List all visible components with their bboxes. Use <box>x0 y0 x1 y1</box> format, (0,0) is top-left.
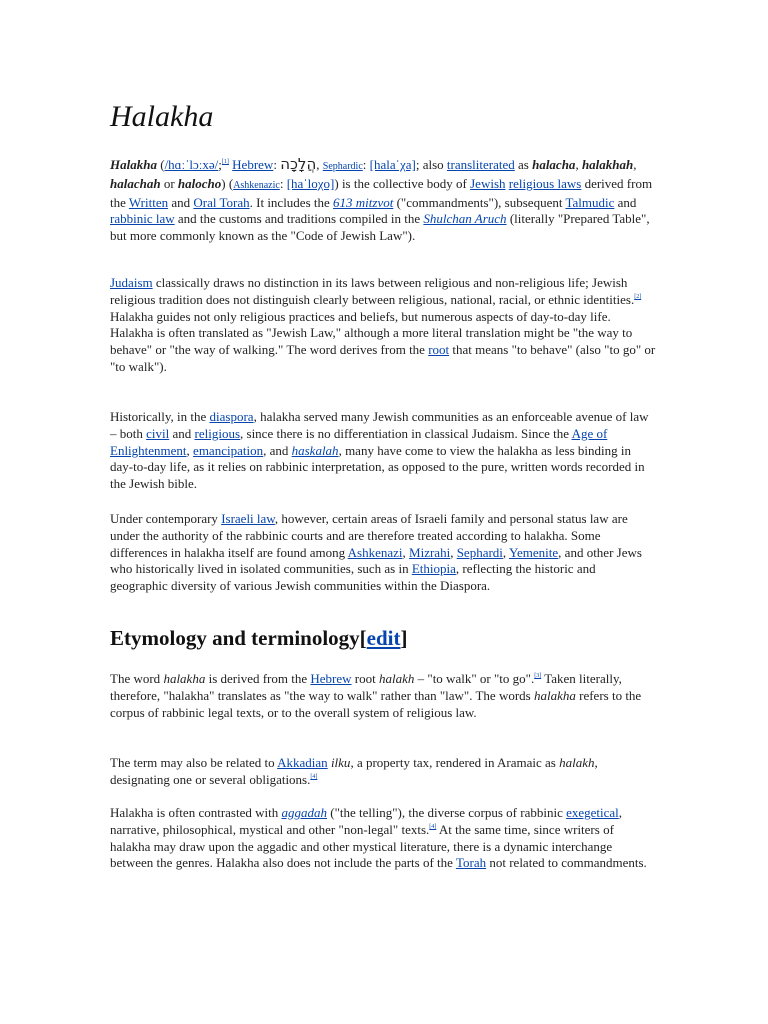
sephardic-ipa-link[interactable]: [halaˈχa] <box>369 157 416 172</box>
ethiopia-link[interactable]: Ethiopia <box>411 561 456 577</box>
paragraph-israeli-law: Under contemporary Israeli law, however, certain areas of Israeli family and personal status law are under the authority of the rabbinic courts and are therefore treated according to halakha. Some differences in halakha itself are found among Ashkenazi, Mizrahi, Sephardi, Yemenite, and other Jews who historically lived in isolated communities, such as in Ethiopia, reflecting the historic and geographic diversity of various Jewish communities within the Diaspora. <box>110 511 642 594</box>
paragraph-history: Historically, in the diaspora, halakha served many Jewish communities as an enforceable avenue of law – both civil and religious, since there is no differentiation in classical Judaism. Since the Age of Enlightenment, emancipation, and haskalah, many have come to view the halakha as less binding in day-to-day life, as it relies on rabbinic interpretation, as opposed to the pure, written words recorded in the Jewish bible. <box>110 409 649 492</box>
israeli-law-link[interactable]: Israeli law <box>221 511 275 526</box>
section-heading-etymology: Etymology and terminology[edit] <box>110 626 408 650</box>
diaspora-link[interactable]: diaspora <box>209 409 254 424</box>
paragraph-etymology: The word halakha is derived from the Hebrew root halakh – "to walk" or "to go".[3] Taken literally, therefore, "halakha" translates as "the way to walk" rather than "law". The words halakha refers to the corpus of rabbinic legal texts, or to the overall system of religious law. <box>110 671 642 720</box>
paragraph-akkadian: The term may also be related to Akkadian ilku, a property tax, rendered in Aramaic as halakh, designating one or several obligations.[4] <box>110 755 598 787</box>
judaism-link[interactable]: Judaism <box>110 275 153 290</box>
ref-1[interactable]: [1] <box>221 159 229 165</box>
talmudic-link[interactable]: Talmudic <box>565 194 615 210</box>
shulchan-aruch-link[interactable]: Shulchan Aruch <box>423 211 507 227</box>
paragraph-judaism: Judaism classically draws no distinction in its laws between religious and non-religious life; Jewish religious tradition does not distinguish clearly between religious, national, racial, or ethnic identities.[2] Halakha guides not only religious practices and beliefs, but numerous aspects of day-to-day life. Halakha is often translated as "Jewish Law," although a more literal translation might be "the way to behave" or "the way of walking." The word derives from the root that means "to behave" (also "to go" or "to walk"). <box>110 275 656 374</box>
enlightenment-link[interactable]: Age of Enlightenment <box>110 425 608 458</box>
written-link[interactable]: Written <box>128 194 169 210</box>
mizrahi-link[interactable]: Mizrahi <box>409 544 451 560</box>
ref-3[interactable]: [3] <box>534 673 542 679</box>
ashkenazic-link[interactable]: Ashkenazic <box>233 179 280 191</box>
akkadian-link[interactable]: Akkadian <box>277 755 328 770</box>
hebrew-script: הֲלָכָה <box>280 155 317 173</box>
ref-4b[interactable]: [4] <box>429 823 437 830</box>
paragraph-aggadah: Halakha is often contrasted with aggadah ("the telling"), the diverse corpus of rabbinic exegetical, narrative, philosophical, mystical and other "non-legal" texts.[4] At the same time, since writers of halakha may draw upon the aggadic and other mystical literature, there is a dynamic interchange between the genres. Halakha also does not include the parts of the Torah not related to commandments. <box>110 805 647 871</box>
hebrew-link[interactable]: Hebrew <box>232 157 274 172</box>
yemenite-link[interactable]: Yemenite <box>508 544 559 560</box>
transliterated-link[interactable]: transliterated <box>446 157 515 172</box>
exegetical-link[interactable]: exegetical <box>566 805 619 820</box>
jewish-link[interactable]: Jewish <box>470 175 506 191</box>
religious-link[interactable]: religious <box>194 425 241 441</box>
term-bold: Halakha <box>110 157 157 172</box>
edit-link[interactable]: edit <box>366 626 401 650</box>
rabbinic-law-link[interactable]: rabbinic law <box>110 211 175 227</box>
ref-2[interactable]: [2] <box>634 293 642 300</box>
page-title: Halakha <box>110 100 214 133</box>
sephardic-link[interactable]: Sephardic <box>322 161 363 172</box>
ashkenazi-link[interactable]: Ashkenazi <box>347 544 403 560</box>
mitzvot-link[interactable]: 613 mitzvot <box>333 194 394 210</box>
torah-link[interactable]: Torah <box>455 855 487 871</box>
emancipation-link[interactable]: emancipation <box>193 442 264 458</box>
ipa-link[interactable]: /hɑːˈlɔːxə/ <box>164 157 219 172</box>
hebrew-root-link[interactable]: Hebrew <box>310 671 352 686</box>
ashkenazic-ipa-link[interactable]: [haˈloχo] <box>286 175 335 191</box>
oral-torah-link[interactable]: Oral Torah <box>193 194 250 210</box>
sephardi-link[interactable]: Sephardi <box>456 544 503 560</box>
ref-4[interactable]: [4] <box>310 773 318 780</box>
religious-laws-link[interactable]: religious laws <box>508 175 582 191</box>
aggadah-link[interactable]: aggadah <box>281 805 327 820</box>
civil-link[interactable]: civil <box>146 425 170 441</box>
intro-paragraph: Halakha (/hɑːˈlɔːxə/;[1] Hebrew: הֲלָכָה, Sephardic: [halaˈχa]; also transliterated as halacha, halakhah, halachah or halocho) (Ashkenazic: [haˈloχo]) is the collective body of Jewish religious laws derived from the Written and Oral Torah. It includes the 613 mitzvot ("commandments"), subsequent Talmudic and rabbinic law and the customs and traditions compiled in the Shulchan Aruch (literally "Prepared Table", but more commonly known as the "Code of Jewish Law"). <box>110 155 653 244</box>
haskalah-link[interactable]: haskalah <box>291 442 339 458</box>
root-link[interactable]: root <box>428 342 450 358</box>
